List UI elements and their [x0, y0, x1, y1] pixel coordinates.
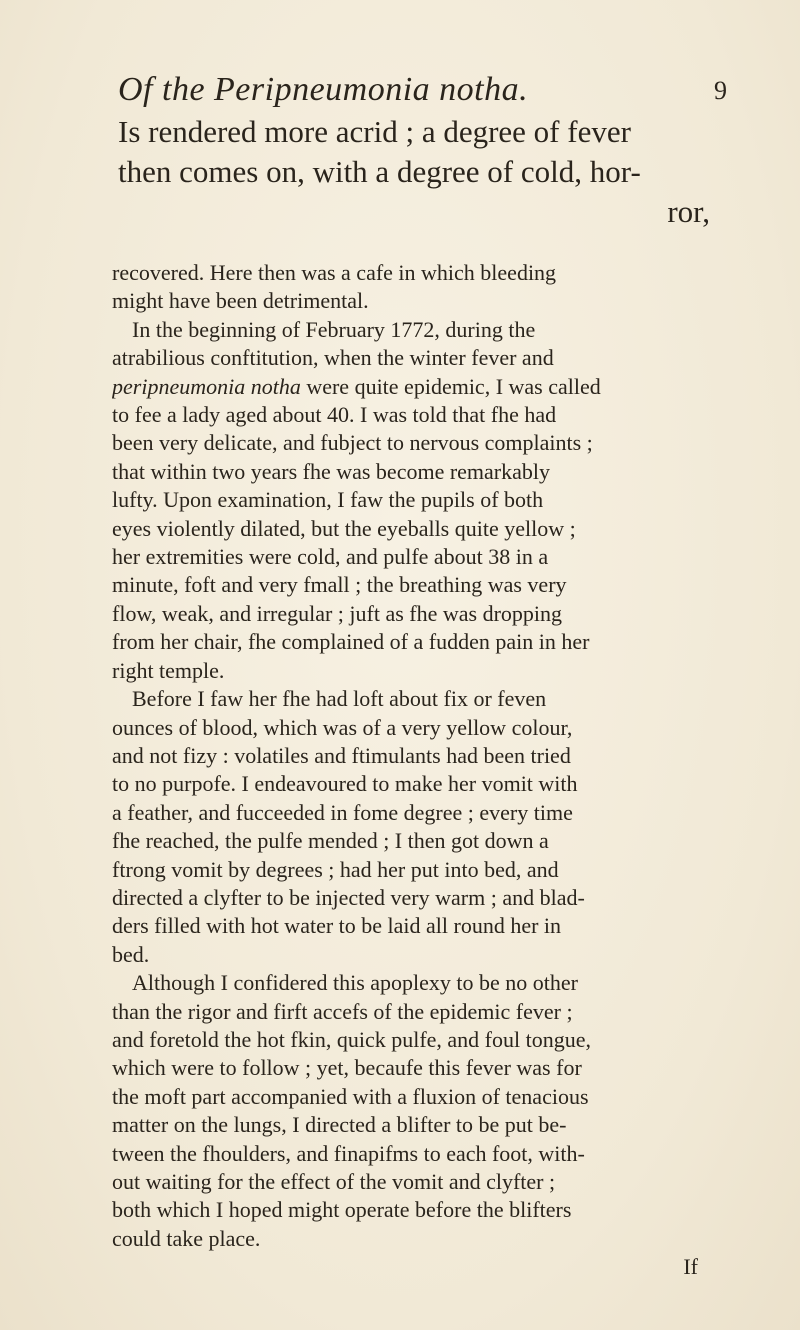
text-line: her extremities were cold, and pulfe about 38 in a: [112, 544, 549, 570]
text-run: were quite epidemic, I was called: [300, 373, 601, 399]
text-line: that within two years fhe was become remarkably: [112, 458, 551, 484]
text-line: which were to follow ; yet, becaufe this fever was for: [112, 1055, 582, 1081]
text-line: fhe reached, the pulfe mended ; I then got down a: [112, 828, 549, 854]
text-line: recovered. Here then was a cafe in which bleeding: [112, 260, 557, 285]
text-line: matter on the lungs, I directed a blifter to be put be-: [112, 1112, 567, 1138]
text-line: atrabilious conftitution, when the winter fever and: [112, 345, 554, 371]
text-line: could take place.: [112, 1225, 261, 1251]
text-line: from her chair, fhe complained of a fudden pain in her: [112, 629, 590, 655]
running-head: Of the Peripneumonia notha.: [118, 71, 529, 108]
page-number: 9: [714, 76, 727, 105]
text-line: bed.: [112, 941, 150, 967]
text-line: tween the fhoulders, and finapifms to each foot, with-: [112, 1140, 585, 1166]
text-line: ounces of blood, which was of a very yellow colour,: [112, 714, 573, 740]
text-line: minute, foft and very fmall ; the breathing was very: [112, 572, 567, 598]
text-line: flow, weak, and irregular ; juft as fhe was dropping: [112, 600, 563, 626]
italic-term: peripneumonia notha: [112, 373, 301, 399]
text-line: both which I hoped might operate before the blifters: [112, 1197, 572, 1223]
text-line: might have been detrimental.: [112, 288, 369, 314]
text-line: eyes violently dilated, but the eyeballs quite yellow ;: [112, 515, 576, 541]
paragraph-start: In the beginning of February 1772, during the: [132, 316, 536, 342]
carried-over-text: [118, 112, 710, 232]
text-line: to fee a lady aged about 40. I was told that fhe had: [112, 402, 557, 428]
text-line: and foretold the hot fkin, quick pulfe, and foul tongue,: [112, 1026, 591, 1052]
text-line: to no purpofe. I endeavoured to make her vomit with: [112, 771, 578, 797]
text-line: [112, 373, 712, 401]
text-line: and not fizy : volatiles and ftimulants had been tried: [112, 742, 571, 768]
text-line: directed a clyfter to be injected very warm ; and blad-: [112, 884, 585, 910]
text-line: a feather, and fucceeded in fome degree ; every time: [112, 799, 573, 825]
text-line: been very delicate, and fubject to nervous complaints ;: [112, 430, 593, 456]
text-line: lufty. Upon examination, I faw the pupils of both: [112, 487, 544, 513]
text-line: than the rigor and firft accefs of the epidemic fever ;: [112, 998, 573, 1024]
text-line: out waiting for the effect of the vomit and clyfter ;: [112, 1169, 556, 1194]
catchword: If: [683, 1254, 698, 1280]
main-text: [112, 259, 712, 1282]
text-line: ror,: [667, 194, 710, 229]
text-line: ftrong vomit by degrees ; had her put into bed, and: [112, 856, 559, 882]
text-line: right temple.: [112, 657, 225, 683]
paragraph-start: Before I faw her fhe had loft about fix or feven: [132, 686, 547, 712]
text-line: then comes on, with a degree of cold, hor-: [118, 154, 641, 189]
text-line: ders filled with hot water to be laid all round her in: [112, 913, 562, 939]
paragraph-start: Although I confidered this apoplexy to be no other: [132, 970, 579, 996]
text-line: Is rendered more acrid ; a degree of fever: [118, 114, 631, 149]
text-line: the moft part accompanied with a fluxion of tenacious: [112, 1083, 589, 1109]
